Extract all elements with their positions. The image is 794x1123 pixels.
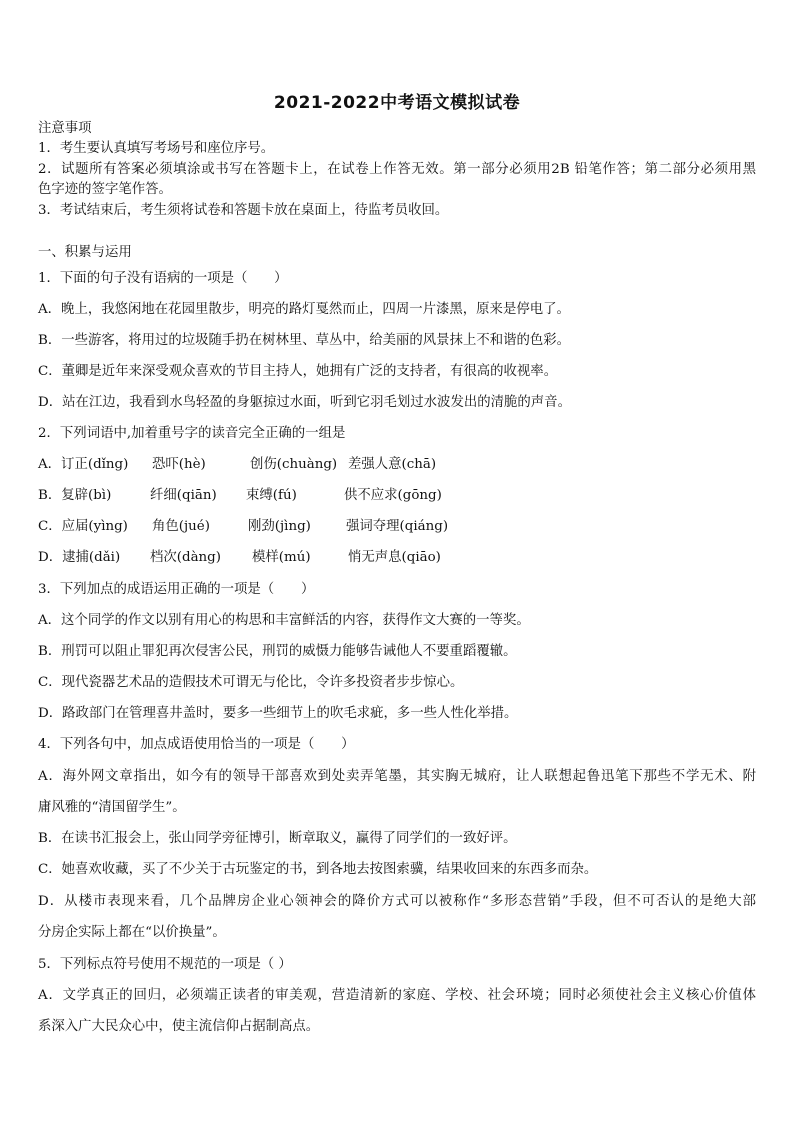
q4-option-a: A．海外网文章指出，如今有的领导干部喜欢到处卖弄笔墨，其实胸无城府，让人联想起鲁迅笔下那些不学无术、附 <box>38 769 756 784</box>
notice-item-3: 3．考试结束后，考生须将试卷和答题卡放在桌面上，待监考员收回。 <box>38 203 449 218</box>
q3-option-a: A．这个同学的作文以别有用心的构思和丰富鲜活的内容，获得作文大赛的一等奖。 <box>38 613 530 628</box>
notice-item-2-cont: 色字迹的签字笔作答。 <box>38 182 172 197</box>
q2-d-item-2: 档次(dàng) <box>150 550 221 565</box>
q2-d-item-4: 悄无声息(qiāo) <box>348 550 441 565</box>
q1-option-d: D．站在江边，我看到水鸟轻盈的身躯掠过水面，听到它羽毛划过水波发出的清脆的声音。 <box>38 395 571 410</box>
q2-b-item-1: B．复辟(bì) <box>38 488 112 503</box>
q1-option-a: A．晚上，我悠闲地在花园里散步，明亮的路灯戛然而止，四周一片漆黑，原来是停电了。 <box>38 302 570 317</box>
q2-stem: 2．下列词语中,加着重号字的读音完全正确的一组是 <box>38 426 346 441</box>
section-heading: 一、积累与运用 <box>38 245 132 260</box>
q3-option-b: B．刑罚可以阻止罪犯再次侵害公民，刑罚的威慑力能够告诫他人不要重蹈覆辙。 <box>38 644 517 659</box>
q1-option-b: B．一些游客，将用过的垃圾随手扔在树林里、草丛中，给美丽的风景抹上不和谐的色彩。 <box>38 333 571 348</box>
q4-option-a-cont: 庸风雅的“清国留学生”。 <box>38 800 186 815</box>
q2-c-item-1: C．应届(yìng) <box>38 519 128 534</box>
notice-item-1: 1．考生要认真填写考场号和座位序号。 <box>38 141 275 156</box>
q2-c-item-4: 强词夺理(qiáng) <box>346 519 449 534</box>
q4-option-d-cont: 分房企实际上都在“以价换量”。 <box>38 925 226 940</box>
q4-option-d: D．从楼市表现来看，几个品牌房企业心领神会的降价方式可以被称作“多形态营销”手段，但不可否认的是绝大部 <box>38 894 756 909</box>
q1-stem: 1．下面的句子没有语病的一项是（ ） <box>38 271 288 286</box>
q3-option-c: C．现代瓷器艺术品的造假技术可谓无与伦比，令许多投资者步步惊心。 <box>38 675 464 690</box>
q4-stem: 4．下列各句中，加点成语使用恰当的一项是（ ） <box>38 737 355 752</box>
q4-option-b: B．在读书汇报会上，张山同学旁征博引，断章取义，赢得了同学们的一致好评。 <box>38 831 517 846</box>
q2-a-item-1: A．订正(dǐng) <box>38 457 129 472</box>
q2-b-item-3: 束缚(fú) <box>246 488 297 503</box>
q2-a-item-2: 恐吓(hè) <box>152 457 206 472</box>
q1-option-c: C．董卿是近年来深受观众喜欢的节目主持人，她拥有广泛的支持者，有很高的收视率。 <box>38 364 558 379</box>
q2-d-item-3: 模样(mú) <box>252 550 311 565</box>
q3-option-d: D．路政部门在管理喜井盖时，要多一些细节上的吹毛求疵，多一些人性化举措。 <box>38 706 518 721</box>
q5-option-a: A．文学真正的回归，必须端正读者的审美观，营造清新的家庭、学校、社会环境；同时必须使社会主义核心价值体 <box>38 988 756 1003</box>
notice-heading: 注意事项 <box>38 121 92 136</box>
q5-option-a-cont: 系深入广大民众心中，使主流信仰占据制高点。 <box>38 1019 320 1034</box>
q2-b-item-4: 供不应求(gōng) <box>344 488 442 503</box>
q3-stem: 3．下列加点的成语运用正确的一项是（ ） <box>38 582 315 597</box>
q2-d-item-1: D．逮捕(dǎi) <box>38 550 121 565</box>
q2-a-item-3: 创伤(chuàng) <box>250 457 338 472</box>
q2-c-item-3: 刚劲(jìng) <box>248 519 311 534</box>
q2-b-item-2: 纤细(qiān) <box>150 488 217 503</box>
q2-a-item-4: 差强人意(chā) <box>348 457 437 472</box>
q2-c-item-2: 角色(jué) <box>152 519 210 534</box>
notice-item-2: 2．试题所有答案必须填涂或书写在答题卡上，在试卷上作答无效。第一部分必须用2B 铅笔作答；第二部分必须用黑 <box>38 162 756 177</box>
q5-stem: 5．下列标点符号使用不规范的一项是（ ） <box>38 957 292 972</box>
exam-title: 2021-2022中考语文模拟试卷 <box>273 93 521 113</box>
q4-option-c: C．她喜欢收藏，买了不少关于古玩鉴定的书，到各地去按图索骥，结果收回来的东西多而杂。 <box>38 862 598 877</box>
